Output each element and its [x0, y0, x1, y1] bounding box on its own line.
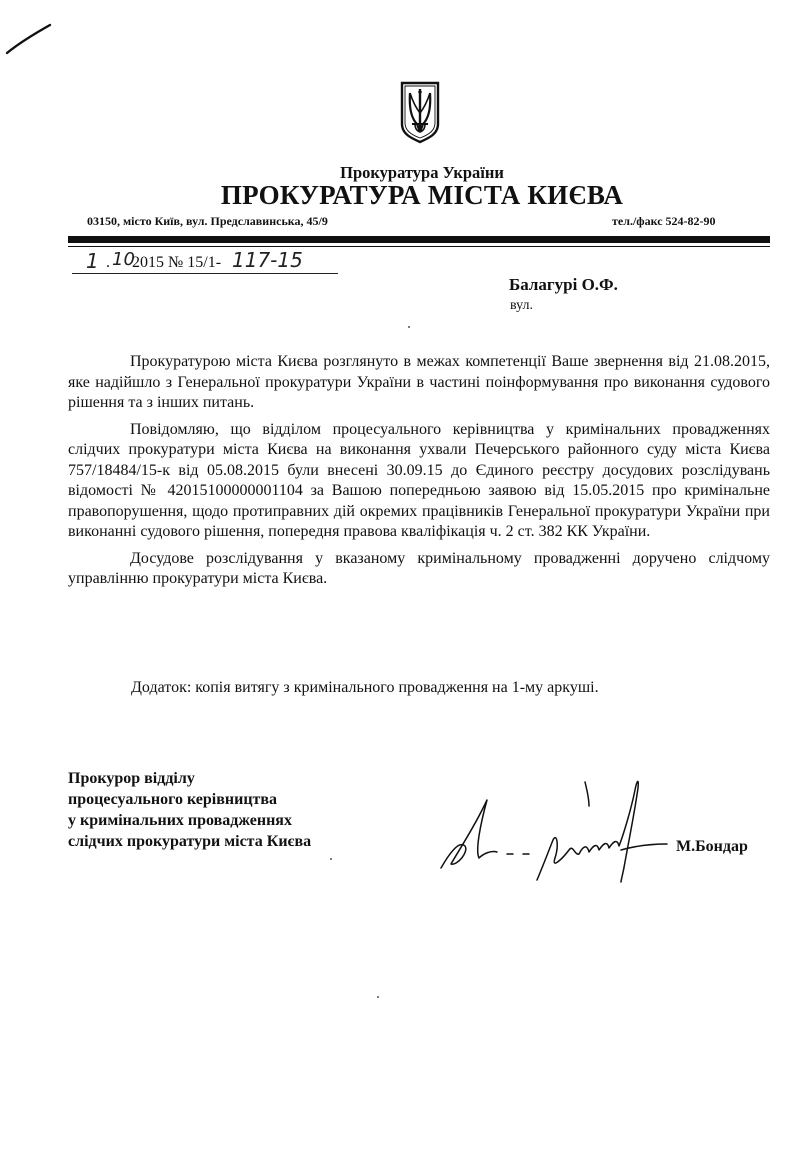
reference-printed: 2015 № 15/1-: [132, 254, 222, 271]
organization-title: ПРОКУРАТУРА МІСТА КИЄВА: [220, 180, 624, 210]
header-divider-thick: [68, 236, 770, 243]
body-paragraph-2: Повідомляю, що відділом процесуального керівництва у кримінальних провадженнях слідчих прокуратури міста Києва на виконання ухвали Печерського районного суду міста Києва 757/18484/15-к від 05.08.2015 були внесені 30.09.15 до Єдиного реєстру досудових розслідувань відомості № 42015100000001104 за Вашою попередньою заявою від 15.05.2015 про кримінальне правопорушення, щодо протиправних дій окремих працівників Генеральної прокуратури України при виконанні судового рішення, попередня правова кваліфікація ч. 2 ст. 382 КК України.: [68, 420, 770, 540]
header-divider-thin: [68, 246, 770, 247]
organization-subtitle: Прокуратура України: [340, 163, 504, 182]
reference-day: 1: [86, 249, 99, 273]
reference-month: 10: [112, 249, 135, 270]
signer-name: М.Бондар: [676, 838, 748, 855]
scan-speck: [408, 326, 410, 328]
organization-address: 03150, місто Київ, вул. Предславинська, 45/9: [87, 214, 328, 228]
attachment-note: Додаток: копія витягу з кримінального провадження на 1-му аркуші.: [131, 679, 599, 696]
signer-title: [68, 768, 311, 852]
signer-title-line-1: Прокурор відділу: [68, 770, 195, 787]
pen-stroke-mark: [4, 22, 54, 56]
scan-speck: [377, 996, 379, 998]
signer-title-line-2: процесуального керівництва: [68, 791, 278, 808]
outgoing-reference-line: 1 . 10 2015 № 15/1- 117-15: [72, 251, 338, 274]
body-paragraph-3: Досудове розслідування у вказаному кримінальному провадженні доручено слідчому управлінню прокуратури міста Києва.: [68, 549, 770, 587]
handwritten-signature: [435, 770, 675, 900]
signer-title-line-3: у кримінальних провадженнях: [68, 812, 292, 829]
addressee-street: вул.: [510, 298, 534, 313]
letter-body: [68, 352, 770, 596]
organization-phone: тел./факс 524-82-90: [612, 214, 716, 228]
scan-speck: [330, 858, 332, 860]
trident-coat-of-arms-icon: [399, 80, 441, 144]
reference-number: 117-15: [232, 248, 303, 272]
addressee-name: Балагурі О.Ф.: [509, 275, 618, 294]
signer-title-line-4: слідчих прокуратури міста Києва: [68, 833, 312, 850]
body-paragraph-1: Прокуратурою міста Києва розглянуто в межах компетенції Ваше звернення від 21.08.2015, яке надійшло з Генеральної прокуратури України в частині поінформування про виконання судового рішення та з інших питань.: [68, 353, 770, 411]
